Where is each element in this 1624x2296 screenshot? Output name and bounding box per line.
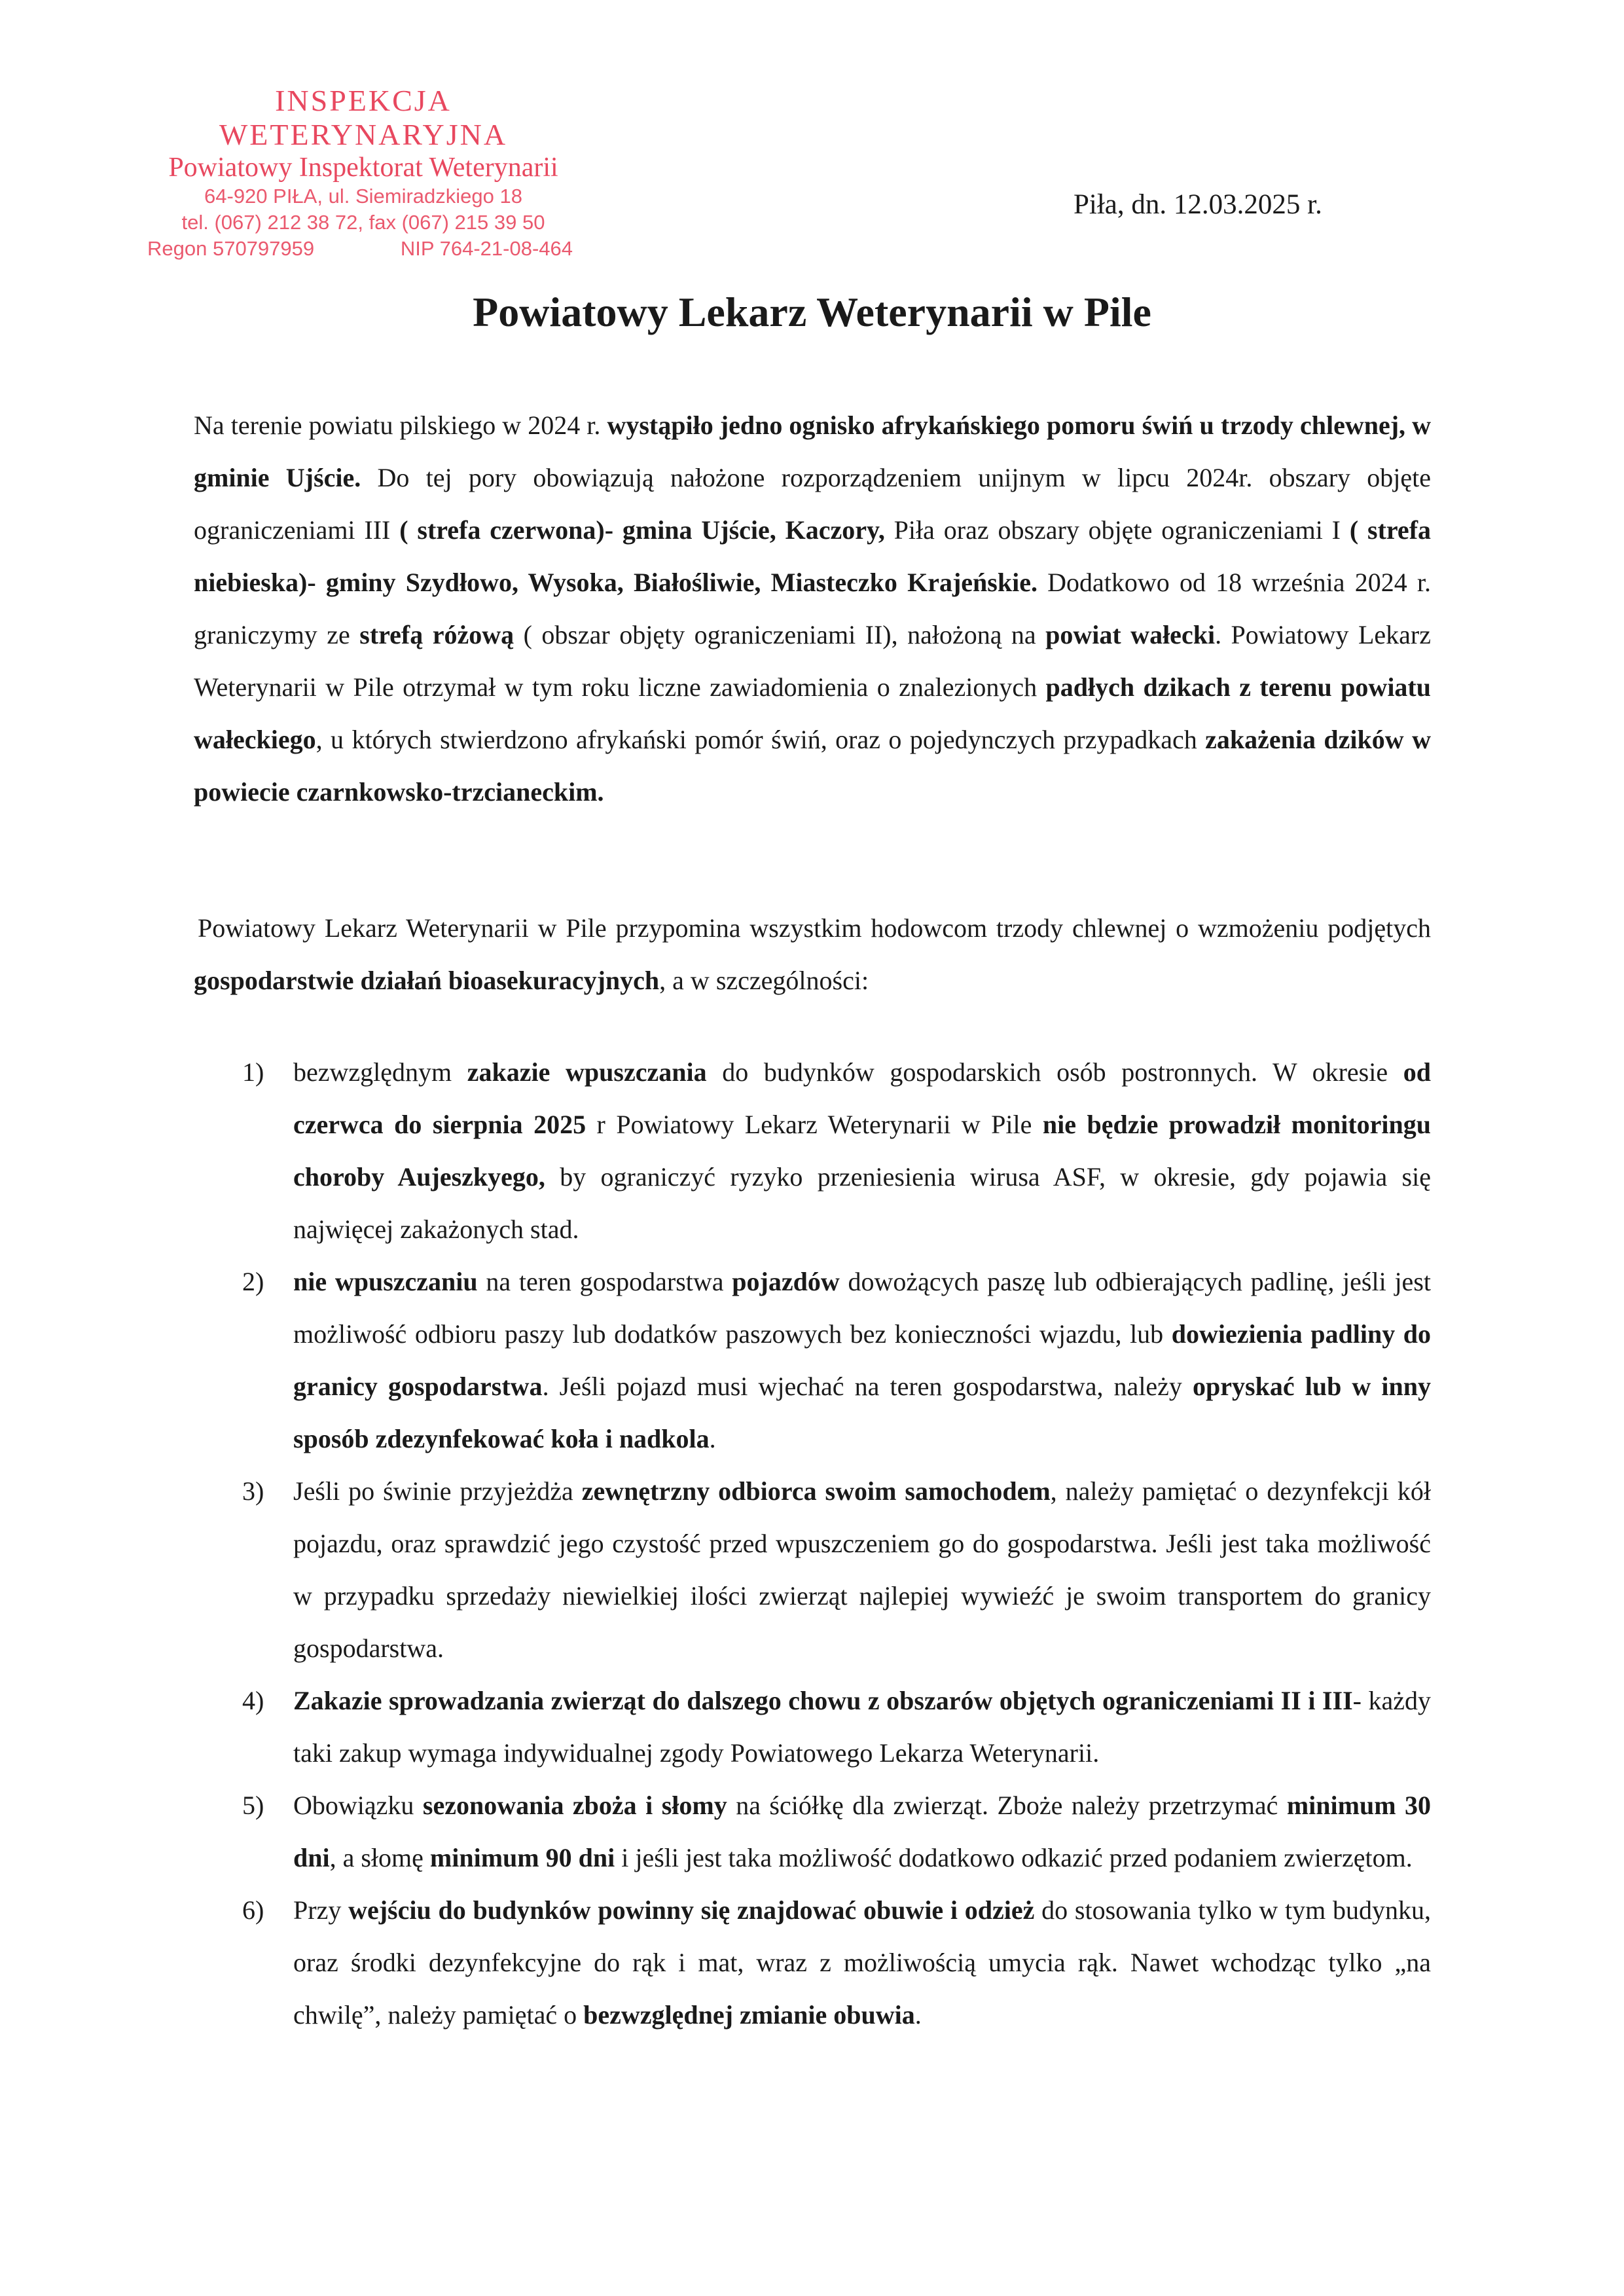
intro-paragraph	[194, 399, 1431, 818]
text-run: Powiatowy Lekarz Weterynarii w Pile przypomina wszystkim hodowcom trzody chlewnej o wzmożeniu podjętych	[198, 913, 1431, 943]
stamp-institution: INSPEKCJA WETERYNARYJNA	[219, 84, 508, 151]
text-run: , a w szczególności:	[659, 966, 869, 995]
list-item	[242, 1884, 1431, 2041]
text-run: .	[914, 2000, 922, 2030]
bold-run: nie wpuszczaniu	[293, 1267, 478, 1296]
bold-run: strefą różową	[359, 620, 514, 649]
bold-run: ( strefa czerwona)- gmina Ujście, Kaczory,	[399, 515, 885, 545]
text-run: Piła oraz obszary objęte ograniczeniami I	[884, 515, 1350, 545]
list-number: 4)	[242, 1686, 264, 1715]
text-run: Do tej pory obowiązują nałożone rozporządzeniem unijnym w lipcu 2024r. obszary objęte ograniczeniami III	[194, 463, 1431, 545]
text-run: - każdy taki zakup wymaga indywidualnej zgody Powiatowego Lekarza Weterynarii.	[293, 1686, 1432, 1768]
bold-run: minimum 90 dni	[429, 1843, 615, 1872]
text-run: r Powiatowy Lekarz Weterynarii w Pile	[586, 1110, 1043, 1139]
list-number: 1)	[242, 1057, 264, 1087]
bold-run: padłych dzikach z terenu powiatu wałeckiego	[194, 672, 1431, 754]
stamp-office: Powiatowy Inspektorat Weterynarii	[168, 153, 558, 183]
text-run: na ściółkę dla zwierząt. Zboże należy przetrzymać	[727, 1791, 1287, 1820]
list-number: 6)	[242, 1895, 264, 1925]
list-item	[242, 1779, 1431, 1884]
text-run: . Powiatowy Lekarz Weterynarii w Pile otrzymał w tym roku liczne zawiadomienia o znalezionych	[194, 620, 1432, 702]
text-run: , należy pamiętać o dezynfekcji kół pojazdu, oraz sprawdzić jego czystość przed wpuszczeniem go do gospodarstwa. Jeśli jest taka możliwość w przypadku sprzedaży niewielkiej ilości zwierząt najlepiej wywieźć je swoim transportem do granicy gospodarstwa.	[293, 1476, 1432, 1663]
bold-run: gospodarstwie działań bioasekuracyjnych	[194, 966, 660, 995]
text-run: Obowiązku	[293, 1791, 423, 1820]
bold-run: Zakazie sprowadzania zwierząt do dalszego chowu z obszarów objętych ograniczeniami II i III	[293, 1686, 1353, 1715]
biosecurity-list	[242, 1046, 1431, 2041]
text-run: do budynków gospodarskich osób postronnych. W okresie	[706, 1057, 1403, 1087]
list-number: 2)	[242, 1267, 264, 1296]
text-run: bezwzględnym	[293, 1057, 467, 1087]
bold-run: wystąpiło jedno ognisko afrykańskiego pomoru świń u trzody chlewnej, w gminie Ujście.	[194, 410, 1431, 492]
bold-run: nie będzie prowadził monitoringu choroby Aujeszkyego,	[293, 1110, 1431, 1192]
list-number: 5)	[242, 1791, 264, 1820]
text-run: na teren gospodarstwa	[477, 1267, 732, 1296]
office-stamp	[147, 84, 579, 262]
list-item	[242, 1256, 1431, 1465]
text-run: Na terenie powiatu pilskiego w 2024 r.	[194, 410, 607, 440]
bold-run: zakazie wpuszczania	[467, 1057, 707, 1087]
stamp-regon: Regon 570797959	[147, 237, 315, 260]
bold-run: sezonowania zboża i słomy	[422, 1791, 727, 1820]
text-run: . Jeśli pojazd musi wjechać na teren gospodarstwa, należy	[542, 1372, 1193, 1401]
text-run: do stosowania tylko w tym budynku, oraz środki dezynfekcyjne do rąk i mat, wraz z możliwością umycia rąk. Nawet wchodząc tylko „na chwilę”, należy pamiętać o	[293, 1895, 1431, 2030]
text-run: , a słomę	[329, 1843, 430, 1872]
reminder-paragraph	[194, 902, 1431, 1007]
bold-run: ( strefa niebieska)- gminy Szydłowo, Wysoka, Białośliwie, Miasteczko Krajeńskie.	[194, 515, 1432, 597]
text-run: Przy	[293, 1895, 349, 1925]
bold-run: dowiezienia padliny do granicy gospodarstwa	[293, 1319, 1431, 1401]
bold-run: bezwzględnej zmianie obuwia	[583, 2000, 915, 2030]
list-item	[242, 1046, 1431, 1256]
document-title: Powiatowy Lekarz Weterynarii w Pile	[473, 289, 1151, 335]
bold-run: od czerwca do sierpnia 2025	[293, 1057, 1431, 1139]
list-number: 3)	[242, 1476, 264, 1506]
paragraph-2	[194, 902, 1431, 1007]
stamp-ids	[147, 236, 579, 262]
stamp-address: 64-920 PIŁA, ul. Siemiradzkiego 18	[204, 185, 522, 208]
text-run: , u których stwierdzono afrykański pomór świń, oraz o pojedynczych przypadkach	[316, 725, 1206, 754]
document-date: Piła, dn. 12.03.2025 r.	[1074, 189, 1322, 220]
bold-run: wejściu do budynków powinny się znajdować obuwie i odzież	[348, 1895, 1035, 1925]
bold-run: pojazdów	[732, 1267, 840, 1296]
text-run: dowożących paszę lub odbierających padlinę, jeśli jest możliwość odbioru paszy lub dodatków paszowych bez konieczności wjazdu, lub	[293, 1267, 1431, 1349]
bold-run: zewnętrzny odbiorca swoim samochodem	[581, 1476, 1051, 1506]
bold-run: powiat wałecki	[1045, 620, 1216, 649]
bold-run: opryskać lub w inny sposób zdezynfekować koła i nadkola	[293, 1372, 1432, 1453]
bold-run: zakażenia dzików w powiecie czarnkowsko-trzcianeckim.	[194, 725, 1431, 807]
text-run: i jeśli jest taka możliwość dodatkowo odkazić przed podaniem zwierzętom.	[615, 1843, 1413, 1872]
list-item	[242, 1465, 1431, 1675]
stamp-nip: NIP 764-21-08-464	[400, 237, 573, 260]
text-run: Jeśli po świnie przyjeżdża	[293, 1476, 582, 1506]
text-run: by ograniczyć ryzyko przeniesienia wirusa ASF, w okresie, gdy pojawia się najwięcej zakażonych stad.	[293, 1162, 1431, 1244]
text-run: Dodatkowo od 18 września 2024 r. graniczymy ze	[194, 568, 1432, 649]
paragraph-1	[194, 399, 1431, 818]
list-item	[242, 1675, 1431, 1779]
text-run: .	[709, 1424, 716, 1453]
stamp-phone: tel. (067) 212 38 72, fax (067) 215 39 50	[181, 211, 545, 234]
text-run: ( obszar objęty ograniczeniami II), nałożoną na	[514, 620, 1046, 649]
bold-run: minimum 30 dni	[293, 1791, 1431, 1872]
